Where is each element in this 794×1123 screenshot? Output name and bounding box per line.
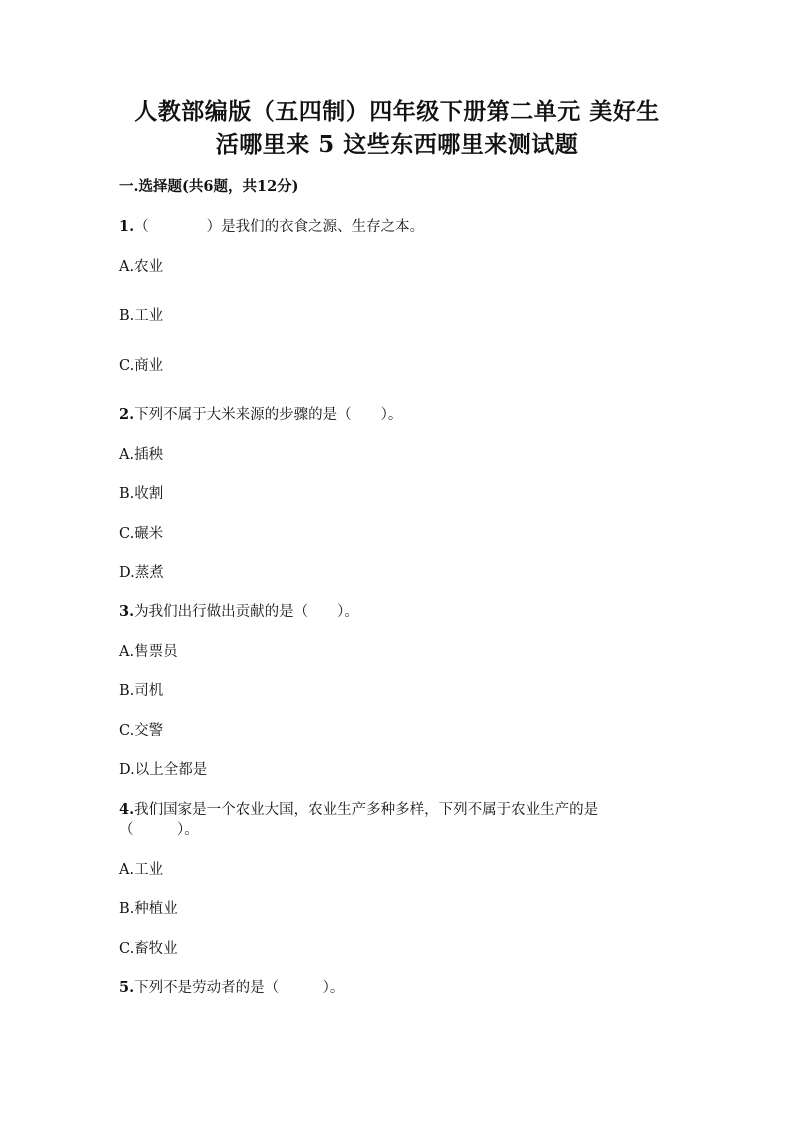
question-number: 5. — [119, 979, 135, 996]
question-4-option-c: C.畜牧业 — [119, 941, 178, 957]
question-2-option-c: C.碾米 — [119, 526, 164, 542]
document-title-line-1: 人教部编版（五四制）四年级下册第二单元 美好生 — [134, 98, 660, 125]
question-4 — [119, 800, 598, 820]
question-5 — [119, 978, 344, 998]
question-stem: 我们国家是一个农业大国，农业生产多种多样，下列不属于农业生产的是 — [134, 802, 599, 818]
question-number: 1. — [119, 218, 135, 235]
question-2 — [119, 405, 402, 425]
question-stem: 下列不属于大米来源的步骤的是（ ）。 — [134, 407, 403, 423]
question-3-option-b: B.司机 — [119, 683, 164, 699]
section-heading: 一.选择题(共6题，共12分) — [119, 178, 299, 195]
question-number: 4. — [119, 801, 135, 818]
question-4-stem-continued: （ ）。 — [119, 822, 199, 838]
question-3 — [119, 602, 359, 622]
question-stem: 为我们出行做出贡献的是（ ）。 — [134, 604, 359, 620]
question-1 — [119, 217, 424, 237]
question-number: 2. — [119, 406, 135, 423]
question-3-option-d: D.以上全都是 — [119, 762, 208, 778]
question-1-option-a: A.农业 — [119, 259, 164, 275]
question-4-option-b: B.种植业 — [119, 901, 178, 917]
question-stem: （ ）是我们的衣食之源、生存之本。 — [134, 219, 425, 235]
question-2-option-d: D.蒸煮 — [119, 565, 164, 581]
question-number: 3. — [119, 603, 135, 620]
question-4-option-a: A.工业 — [119, 862, 164, 878]
question-2-option-a: A.插秧 — [119, 447, 164, 463]
question-3-option-c: C.交警 — [119, 723, 164, 739]
question-1-option-c: C.商业 — [119, 358, 164, 374]
document-title-line-2: 活哪里来 5 这些东西哪里来测试题 — [215, 131, 579, 158]
question-stem: 下列不是劳动者的是（ ）。 — [134, 980, 345, 996]
question-3-option-a: A.售票员 — [119, 644, 178, 660]
question-2-option-b: B.收割 — [119, 486, 164, 502]
question-1-option-b: B.工业 — [119, 308, 164, 324]
